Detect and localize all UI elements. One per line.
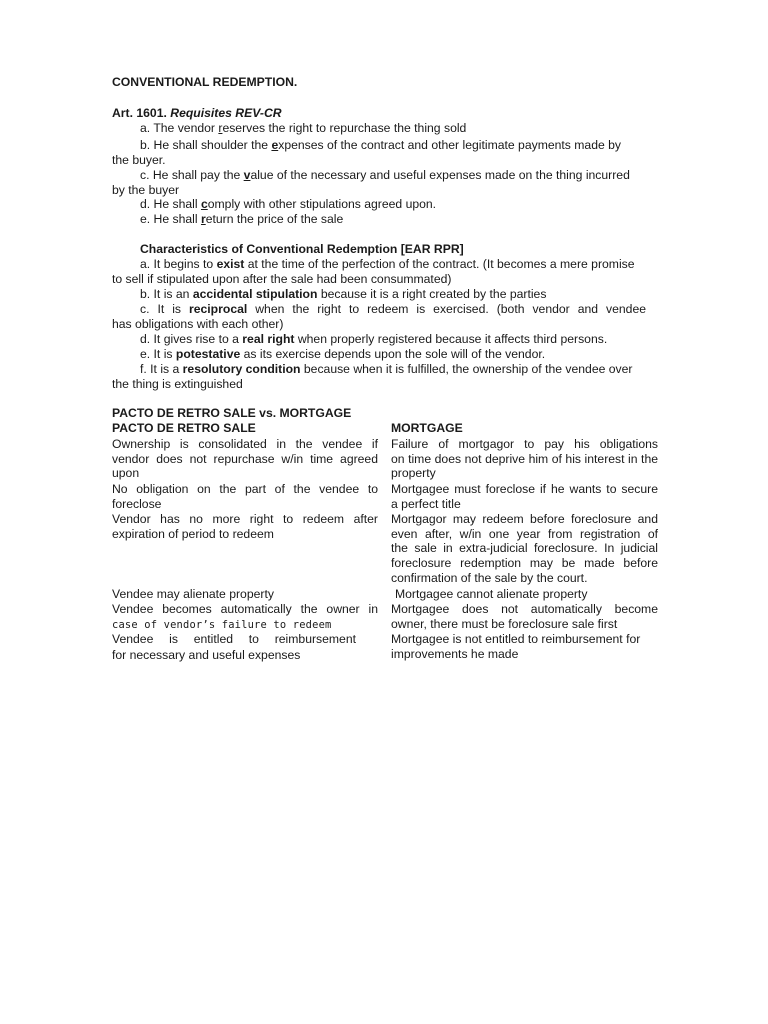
pacto-row6-line2: for necessary and useful expenses bbox=[112, 648, 301, 662]
requisite-c: c. He shall pay the value of the necessary and useful expenses made on the thing incurred bbox=[140, 168, 630, 182]
mortgage-row4-line1: Mortgagee cannot alienate property bbox=[395, 587, 588, 601]
pacto-row3-line2: expiration of period to redeem bbox=[112, 527, 274, 541]
requisite-b: b. He shall shoulder the expenses of the contract and other legitimate payments made by bbox=[140, 138, 622, 152]
mortgage-row3-line4: foreclosure redemption may be made before bbox=[391, 556, 658, 570]
mortgage-row3-line3: the sale in extra-judicial foreclosure. In judicial bbox=[391, 541, 658, 555]
characteristic-a: a. It begins to exist at the time of the perfection of the contract. (It becomes a mere promise bbox=[140, 257, 635, 271]
column-header-mortgage: MORTGAGE bbox=[391, 421, 463, 435]
article-title: Requisites REV-CR bbox=[170, 106, 282, 120]
pacto-row6-line1: Vendee is entitled to reimbursement bbox=[112, 632, 356, 646]
mortgage-row3-line5: confirmation of the sale by the court. bbox=[391, 571, 588, 585]
mortgage-row3-line2: even after, w/in one year from registration of bbox=[391, 527, 658, 541]
requisite-e: e. He shall return the price of the sale bbox=[140, 212, 344, 226]
characteristic-b: b. It is an accidental stipulation because it is a right created by the parties bbox=[140, 287, 547, 301]
pacto-row1-line3: upon bbox=[112, 466, 140, 480]
pacto-row3-line1: Vendor has no more right to redeem after bbox=[112, 512, 378, 526]
characteristic-c: c. It is reciprocal when the right to redeem is exercised. (both vendor and vendee bbox=[140, 302, 647, 316]
characteristic-d: d. It gives rise to a real right when properly registered because it affects third persons. bbox=[140, 332, 608, 346]
column-header-pacto: PACTO DE RETRO SALE bbox=[112, 421, 256, 435]
mortgage-row2-line2: a perfect title bbox=[391, 497, 461, 511]
requisite-a: a. The vendor reserves the right to repurchase the thing sold bbox=[140, 121, 467, 135]
characteristic-e: e. It is potestative as its exercise depends upon the sole will of the vendor. bbox=[140, 347, 546, 361]
mortgage-row2-line1: Mortgagee must foreclose if he wants to secure bbox=[391, 482, 658, 496]
mortgage-row5-line1: Mortgagee does not automatically become bbox=[391, 602, 658, 616]
pacto-row5-line2: case of vendor’s failure to redeem bbox=[112, 619, 332, 631]
pacto-row2-line1: No obligation on the part of the vendee to bbox=[112, 482, 378, 496]
pacto-row2-line2: foreclose bbox=[112, 497, 162, 511]
mortgage-row5-line2: owner, there must be foreclosure sale first bbox=[391, 617, 618, 631]
pacto-row4-line1: Vendee may alienate property bbox=[112, 587, 274, 601]
characteristics-heading: Characteristics of Conventional Redemption [EAR RPR] bbox=[140, 242, 464, 256]
requisite-c-cont: by the buyer bbox=[112, 183, 180, 197]
article-number: Art. 1601. bbox=[112, 106, 167, 120]
article-heading bbox=[112, 106, 282, 121]
mortgage-row1-line1: Failure of mortgagor to pay his obligations bbox=[391, 437, 658, 451]
mortgage-row1-line3: property bbox=[391, 466, 436, 480]
pacto-row5-line1: Vendee becomes automatically the owner in bbox=[112, 602, 378, 616]
requisite-d: d. He shall comply with other stipulations agreed upon. bbox=[140, 197, 437, 211]
pacto-row1-line2: vendor does not repurchase w/in time agreed bbox=[112, 452, 378, 466]
characteristic-a-cont: to sell if stipulated upon after the sale had been consummated) bbox=[112, 272, 452, 286]
characteristic-c-cont: has obligations with each other) bbox=[112, 317, 284, 331]
mortgage-row1-line2: on time does not deprive him of his interest in the bbox=[391, 452, 658, 466]
requisite-b-cont: the buyer. bbox=[112, 153, 166, 167]
document-title: CONVENTIONAL REDEMPTION. bbox=[112, 75, 298, 89]
mortgage-row3-line1: Mortgagor may redeem before foreclosure and bbox=[391, 512, 658, 526]
characteristic-f-cont: the thing is extinguished bbox=[112, 377, 243, 391]
mortgage-row6-line2: improvements he made bbox=[391, 647, 519, 661]
mortgage-row6-line1: Mortgagee is not entitled to reimbursement for bbox=[391, 632, 641, 646]
characteristic-f: f. It is a resolutory condition because when it is fulfilled, the ownership of the vendee over bbox=[140, 362, 633, 376]
pacto-row1-line1: Ownership is consolidated in the vendee if bbox=[112, 437, 378, 451]
comparison-heading: PACTO DE RETRO SALE vs. MORTGAGE bbox=[112, 406, 352, 420]
